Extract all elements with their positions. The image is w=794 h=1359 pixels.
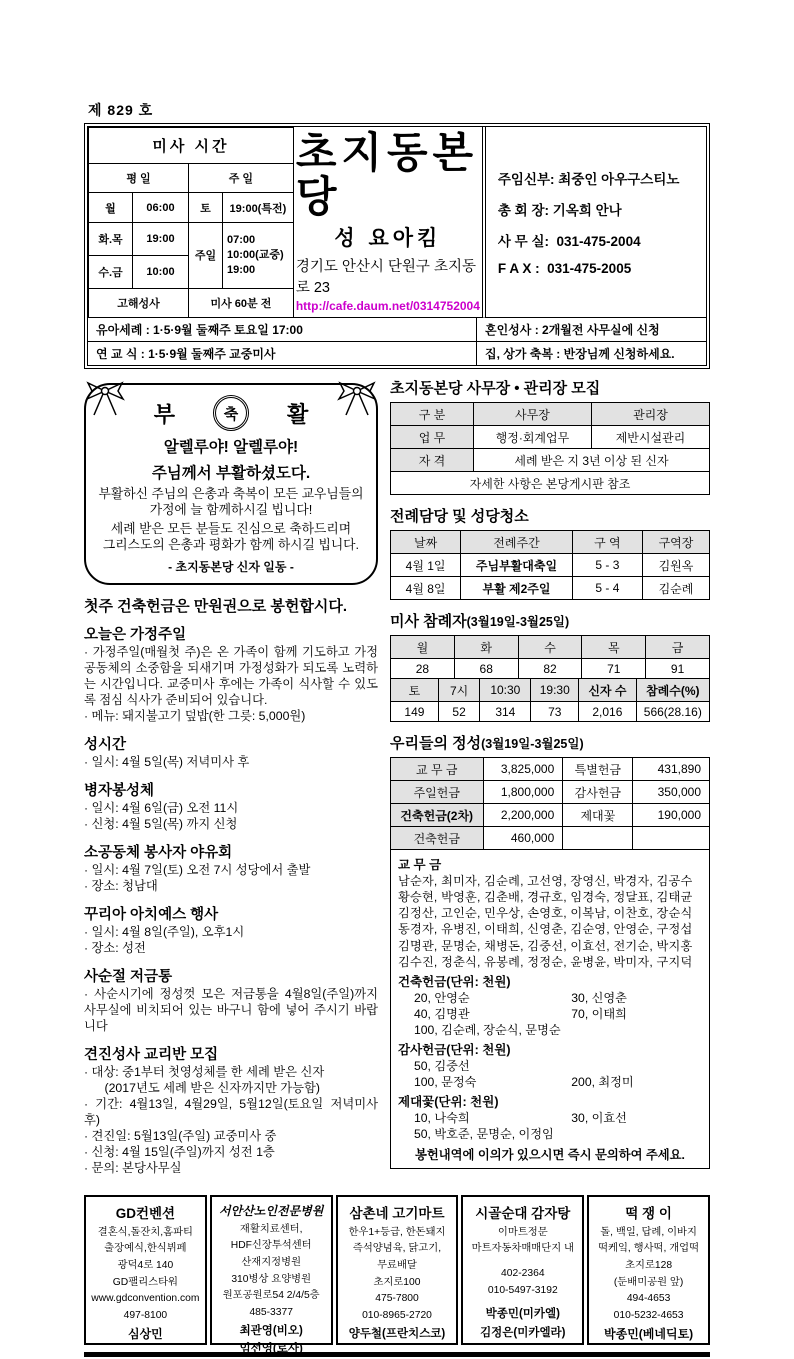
section-title: 소공동체 봉사자 야유회 xyxy=(84,845,233,861)
section-title: 사순절 저금통 xyxy=(84,968,173,985)
offering-label: 교 무 금 xyxy=(391,758,484,781)
ad-phone: 010-5232-4653 xyxy=(613,1310,684,1322)
ad-phone: 497-8100 xyxy=(123,1310,168,1322)
ad-phone: 494-4653 xyxy=(626,1293,671,1305)
section-line: · 가정주일(매월첫 주)은 온 가족이 함께 기도하고 가정공동체의 소중함을 되새기며 가정성화가 되도록 노력하는 시간입니다. 교중미사 후에는 가족이 식사할 수 있도록 점심 식사가 준비되어 있습니다. xyxy=(84,645,378,708)
att-value: 73 xyxy=(531,702,579,722)
liturgy-cell: 5 - 4 xyxy=(572,577,642,600)
offering-label: 건축헌금 xyxy=(391,827,484,850)
section-line: · 사순시기에 정성껏 모은 저금통을 4월8일(주일)까지 사무실에 비치되어 있는 바구니 함에 넣어 주시기 바랍니다 xyxy=(84,986,382,1033)
confession-value: 미사 60분 전 xyxy=(189,288,294,318)
att-header: 참례수(%) xyxy=(636,679,709,702)
attendance-weekend-table xyxy=(390,678,710,722)
building-fund-line xyxy=(398,1022,702,1038)
ad-line: (둔배미공원 앞) xyxy=(613,1276,684,1288)
ad-contact-name: 최관영(비오) xyxy=(239,1324,303,1337)
mass-sun-time-2: 10:00(교중) xyxy=(227,248,284,261)
donation-item: 30, 신영춘 xyxy=(571,990,627,1005)
liturgy-header: 날짜 xyxy=(391,531,461,554)
ad-line: 광덕4로 140 xyxy=(117,1260,174,1272)
ad-title: 떡 쟁 이 xyxy=(625,1205,672,1221)
building-fund-title: 건축헌금(단위: 천원) xyxy=(398,974,511,989)
liturgy-cell: 4월 8일 xyxy=(391,577,461,600)
ad-contact-name: 김정은(미카엘라) xyxy=(480,1327,566,1340)
section-title: 견진성사 교리반 모집 xyxy=(84,1046,219,1063)
offering-label: 건축헌금(2차) xyxy=(391,804,484,827)
mass-times-table xyxy=(88,127,294,318)
section-line: · 일시: 4월 7일(토) 오전 7시 성당에서 출발 xyxy=(84,863,311,877)
table-row xyxy=(391,659,710,679)
offering-label: 특별헌금 xyxy=(563,758,633,781)
congrats-char-left: 부 xyxy=(153,401,175,427)
donation-item: 30, 이효선 xyxy=(571,1111,627,1126)
note-infant-baptism: 유아세례 : 1·5·9월 둘째주 토요일 17:00 xyxy=(96,323,303,338)
ad-line: 결혼식,돌잔치,홈파티 xyxy=(97,1226,194,1238)
mass-col-weekday: 평 일 xyxy=(89,163,189,192)
table-row xyxy=(391,577,710,600)
mass-sun-time-3: 19:00 xyxy=(227,263,256,276)
header-note-row-2 xyxy=(88,341,706,365)
offerings-table xyxy=(390,757,710,850)
congrats-title xyxy=(94,395,368,431)
ad-line: 돌, 백일, 답례, 이바지 xyxy=(600,1226,697,1238)
donor-names-line: 김정산, 고인순, 민우상, 손영호, 이복남, 이찬호, 장순식 xyxy=(398,906,693,921)
att-value: 149 xyxy=(391,702,439,722)
ad-contact-name: 양두철(프란치스코) xyxy=(348,1327,446,1340)
congrats-signature: - 초지동본당 신자 일동 - xyxy=(168,560,294,575)
recruit-cell: 구 분 xyxy=(391,403,474,426)
thanks-fund-line xyxy=(398,1058,702,1074)
section-title: 꾸리아 아치예스 행사 xyxy=(84,906,219,923)
building-fund-notice: 첫주 건축헌금은 만원권으로 봉헌합시다. xyxy=(84,598,348,616)
section-holy-hour xyxy=(84,733,378,771)
section-curia-acies xyxy=(84,903,378,957)
offering-amount: 2,200,000 xyxy=(483,804,563,827)
offerings-title xyxy=(390,732,710,753)
offerings-block xyxy=(390,732,710,1169)
congrats-line-1: 알렐루야! 알렐루야! xyxy=(163,439,299,457)
recruit-title: 초지동본당 사무장 • 관리장 모집 xyxy=(390,380,601,398)
ad-line: 산재지정병원 xyxy=(241,1257,302,1269)
liturgy-title: 전례담당 및 성당청소 xyxy=(390,508,529,526)
confession-label: 고해성사 xyxy=(89,288,189,318)
table-row xyxy=(391,781,710,804)
offering-amount: 190,000 xyxy=(633,804,710,827)
ad-line: 한우1+등급, 한돈돼지 xyxy=(348,1226,446,1238)
ad-line: 출장예식,한식뷔페 xyxy=(104,1243,187,1255)
header-note-row-1 xyxy=(88,318,706,341)
ad-website: www.gdconvention.com xyxy=(91,1293,200,1305)
offering-label: 제대꽃 xyxy=(563,804,633,827)
ad-gd-convention xyxy=(84,1195,207,1345)
donor-names-line: 김명관, 문명순, 채병돈, 김중선, 이효선, 전기순, 박지홍 xyxy=(398,938,693,953)
ad-title: 삼촌네 고기마트 xyxy=(349,1205,445,1221)
right-column xyxy=(390,377,710,1185)
thanks-fund-title: 감사헌금(단위: 천원) xyxy=(398,1043,511,1058)
table-row xyxy=(391,804,710,827)
ad-meat-mart xyxy=(336,1195,459,1345)
recruit-cell: 사무장 xyxy=(473,403,591,426)
donor-names-line: 동경자, 유병진, 이태희, 신영춘, 김순영, 안영순, 구정섭 xyxy=(398,922,693,937)
recruit-cell: 업 무 xyxy=(391,426,474,449)
building-fund-line xyxy=(398,1006,702,1022)
section-communion-sick xyxy=(84,779,378,833)
ad-line: 원포공원로54 2/4/5층 xyxy=(222,1290,320,1302)
ad-title: 시골순대 감자탕 xyxy=(475,1205,571,1221)
ad-phone: 402-2364 xyxy=(501,1268,545,1280)
att-value: 566(28.16) xyxy=(636,702,709,722)
parish-name: 초지동본당 xyxy=(295,129,479,221)
ad-line: 마트자동차매매단지 내 xyxy=(471,1243,574,1255)
offerings-details-box xyxy=(390,849,710,1169)
easter-congrats-box xyxy=(84,383,378,585)
attendance-block xyxy=(390,610,710,722)
note-blessing: 집, 상가 축복 : 반장님께 신청하세요. xyxy=(476,342,706,365)
recruit-note: 자세한 사항은 본당게시판 참조 xyxy=(391,472,710,495)
altar-flower-line xyxy=(398,1110,702,1126)
contact-office-phone: 사 무 실: 031-475-2004 xyxy=(497,234,641,250)
mass-wed-fri-label: 수.금 xyxy=(89,255,133,288)
mass-col-sunday: 주 일 xyxy=(189,163,294,192)
altar-flower-line xyxy=(398,1126,702,1142)
issue-number: 제 829 호 xyxy=(88,102,154,118)
left-column xyxy=(84,377,382,1185)
ads-row xyxy=(84,1195,710,1356)
ad-phone: 475-7800 xyxy=(375,1293,419,1305)
mass-sun-time-1: 07:00 xyxy=(227,233,256,246)
note-marriage: 혼인성사 : 2개월전 사무실에 신청 xyxy=(476,318,706,341)
att-header: 수 xyxy=(518,636,582,659)
ad-line: 즉석양념육, 닭고기, xyxy=(352,1243,442,1255)
section-title: 성시간 xyxy=(84,737,127,754)
att-header: 19:30 xyxy=(531,679,579,702)
att-header: 화 xyxy=(454,636,518,659)
att-header: 신자 수 xyxy=(579,679,636,702)
congrats-char-right: 활 xyxy=(287,401,309,427)
contact-president: 총 회 장: 기옥희 안나 xyxy=(497,203,622,219)
section-line: · 일시: 4월 5일(목) 저녁미사 후 xyxy=(84,755,250,770)
thanks-fund-line xyxy=(398,1074,702,1090)
att-value: 91 xyxy=(646,659,710,679)
offering-label: 감사헌금 xyxy=(563,781,633,804)
liturgy-cell: 김원옥 xyxy=(642,554,709,577)
congrats-para-4: 그리스도의 은총과 평화가 함께 하시길 빕니다. xyxy=(102,537,360,553)
donor-names-line: 황승현, 박영훈, 김춘배, 경규호, 임경숙, 정달표, 김태균 xyxy=(398,890,693,905)
mass-sun-label: 주일 xyxy=(189,222,223,288)
liturgy-header: 구 역 xyxy=(572,531,642,554)
table-row xyxy=(391,702,710,722)
parish-title-block xyxy=(294,127,482,318)
section-line: · 대상: 중1부터 첫영성체를 한 세례 받은 신자 xyxy=(84,1064,325,1079)
recruit-cell: 관리장 xyxy=(591,403,709,426)
att-header: 10:30 xyxy=(480,679,531,702)
donation-item: 50, 김중선 xyxy=(414,1059,470,1074)
altar-flower-title: 제대꽃(단위: 천원) xyxy=(398,1095,499,1110)
ad-title: 서안산노인전문병원 xyxy=(219,1203,324,1218)
att-value: 314 xyxy=(480,702,531,722)
section-line: · 신청: 4월 5일(목) 까지 신청 xyxy=(84,817,238,832)
ad-gamjatang xyxy=(461,1195,584,1345)
section-title: 병자봉성체 xyxy=(84,783,155,800)
offerings-title-text: 우리들의 정성 xyxy=(390,735,482,753)
header-box xyxy=(84,123,710,369)
offerings-subtitle: (3월19일-3월25일) xyxy=(481,737,584,752)
table-row xyxy=(391,758,710,781)
ad-contact-name: 박종민(베네딕토) xyxy=(604,1326,694,1341)
offering-label xyxy=(563,827,633,850)
section-line: · 일시: 4월 6일(금) 오전 11시 xyxy=(84,801,239,816)
mass-sun-times xyxy=(223,222,294,288)
gyomugeum-title: 교 무 금 xyxy=(398,858,442,873)
offering-amount: 1,800,000 xyxy=(483,781,563,804)
building-fund-line xyxy=(398,990,702,1006)
ad-phone: 010-8965-2720 xyxy=(362,1310,432,1322)
section-line: · 일시: 4월 8일(주일), 오후1시 xyxy=(84,924,245,939)
section-title: 오늘은 가정주일 xyxy=(84,627,187,644)
liturgy-header: 구역장 xyxy=(642,531,709,554)
ad-title: GD컨벤션 xyxy=(115,1205,176,1221)
section-line: · 장소: 성전 xyxy=(84,940,146,955)
att-value: 71 xyxy=(582,659,646,679)
congrats-para-1: 부활하신 주님의 은총과 축복이 모든 교우님들의 xyxy=(98,486,364,502)
header-top xyxy=(88,127,706,318)
table-row xyxy=(391,827,710,850)
ad-line: 떡케잌, 행사떡, 개업떡 xyxy=(598,1243,700,1255)
donation-item: 20, 안영순 xyxy=(414,990,470,1005)
table-row xyxy=(391,554,710,577)
ad-hospital xyxy=(210,1195,333,1356)
ad-line: 초지로100 xyxy=(373,1276,421,1288)
offering-amount: 350,000 xyxy=(633,781,710,804)
section-line: · 견진일: 5월13일(주일) 교중미사 중 xyxy=(84,1128,277,1143)
ad-line: 초지로128 xyxy=(625,1260,673,1272)
offering-amount: 3,825,000 xyxy=(483,758,563,781)
donation-inquiry-notice: 봉헌내역에 이의가 있으시면 즉시 문의하여 주세요. xyxy=(415,1148,685,1163)
mass-mon-label: 월 xyxy=(89,193,133,222)
congrats-para-2: 가정에 늘 함께하시길 빕니다! xyxy=(149,502,313,518)
bottom-divider-rule xyxy=(84,1352,710,1357)
section-confirmation-class xyxy=(84,1043,382,1177)
liturgy-cell: 김순례 xyxy=(642,577,709,600)
mass-tue-thu-time: 19:00 xyxy=(133,222,189,255)
donor-names-line: 남순자, 최미자, 김순례, 고선영, 장영신, 박경자, 김공수 xyxy=(398,874,693,889)
mass-times-wrap xyxy=(88,127,294,318)
attendance-title xyxy=(390,610,710,631)
donation-item: 70, 이태희 xyxy=(571,1006,627,1021)
section-line: · 문의: 본당사무실 xyxy=(84,1160,182,1175)
cafe-url-link[interactable]: http://cafe.daum.net/0314752004 xyxy=(295,299,480,314)
ad-line: 310병상 요양병원 xyxy=(231,1273,312,1285)
donation-item: 100, 문정숙 xyxy=(414,1075,477,1090)
ad-line: GD팰리스타워 xyxy=(112,1276,178,1288)
att-header: 토 xyxy=(391,679,439,702)
contact-pastor: 주임신부: 최중인 아우구스티노 xyxy=(497,172,680,188)
section-community-picnic xyxy=(84,841,378,895)
donation-item: 40, 김명관 xyxy=(414,1006,470,1021)
section-line: · 기간: 4월13일, 4월29일, 5월12일(토요일 저녁미사 후) xyxy=(84,1096,382,1127)
donation-item: 200, 최정미 xyxy=(571,1075,634,1090)
mass-table-title: 미사 시간 xyxy=(89,128,294,164)
parish-address: 경기도 안산시 단원구 초지동로 23 xyxy=(295,259,476,297)
liturgy-cell: 5 - 3 xyxy=(572,554,642,577)
ad-line: HDF신장투석센터 xyxy=(230,1240,312,1252)
donation-item: 50, 박호준, 문명순, 이정임 xyxy=(414,1127,554,1142)
attendance-title-text: 미사 참례자 xyxy=(390,613,467,631)
att-value: 2,016 xyxy=(579,702,636,722)
offering-label: 주일헌금 xyxy=(391,781,484,804)
laurel-wreath-icon: 축 xyxy=(213,395,249,431)
recruit-table xyxy=(390,402,710,495)
mass-sat-time: 19:00(특전) xyxy=(223,193,294,222)
att-value: 28 xyxy=(391,659,455,679)
section-lent-moneybox xyxy=(84,965,382,1035)
ad-contact-name: 심상민 xyxy=(128,1326,163,1341)
offering-amount: 431,890 xyxy=(633,758,710,781)
offering-amount: 460,000 xyxy=(483,827,563,850)
donation-item: 100, 김순례, 장순식, 문명순 xyxy=(414,1022,561,1037)
section-family-sunday xyxy=(84,623,378,725)
ad-phone: 010-5497-3192 xyxy=(487,1284,558,1296)
mass-wed-fri-time: 10:00 xyxy=(133,255,189,288)
recruit-cell: 세례 받은 지 3년 이상 된 신자 xyxy=(473,449,709,472)
patron-saint: 성 요아킴 xyxy=(334,227,442,251)
ad-rice-cake xyxy=(587,1195,710,1345)
att-header: 7시 xyxy=(438,679,479,702)
attendance-subtitle: (3월19일-3월25일) xyxy=(466,615,570,630)
section-line: (2017년도 세례 받은 신자까지만 가능함) xyxy=(84,1080,321,1095)
mass-mon-time: 06:00 xyxy=(133,193,189,222)
liturgy-cell: 4월 1일 xyxy=(391,554,461,577)
ad-line: 무료배달 xyxy=(377,1260,417,1272)
att-header: 금 xyxy=(646,636,710,659)
liturgy-header: 전례주간 xyxy=(461,531,573,554)
att-value: 52 xyxy=(438,702,479,722)
ribbon-icon xyxy=(334,379,380,419)
att-value: 68 xyxy=(454,659,518,679)
ad-contact-name: 임선영(로사) xyxy=(239,1343,303,1356)
attendance-weekday-table xyxy=(390,635,710,679)
ad-phone: 485-3377 xyxy=(249,1307,293,1319)
mass-tue-thu-label: 화.목 xyxy=(89,222,133,255)
liturgy-cell: 주님부활대축일 xyxy=(461,554,573,577)
recruit-cell: 제반시설관리 xyxy=(591,426,709,449)
section-line: · 메뉴: 돼지불고기 덮밥(한 그릇: 5,000원) xyxy=(84,709,306,724)
congrats-line-2: 주님께서 부활하셨도다. xyxy=(151,465,311,483)
offering-amount xyxy=(633,827,710,850)
recruit-block xyxy=(390,377,710,495)
mass-sat-label: 토 xyxy=(189,193,223,222)
donor-names-line: 김수진, 정춘식, 유봉례, 정정순, 윤병윤, 박미자, 구지덕 xyxy=(398,954,693,969)
recruit-cell: 행정·회계업무 xyxy=(473,426,591,449)
congrats-para-3: 세례 받은 모든 분들도 진심으로 축하드리며 xyxy=(110,521,352,537)
att-value: 82 xyxy=(518,659,582,679)
ad-line: 이마트정문 xyxy=(497,1226,548,1238)
ad-line: 재활치료센터, xyxy=(239,1223,303,1235)
contact-fax: F A X : 031-475-2005 xyxy=(497,261,632,277)
contact-box xyxy=(482,127,706,318)
liturgy-cell: 부활 제2주일 xyxy=(461,577,573,600)
att-header: 월 xyxy=(391,636,455,659)
section-line: · 장소: 청남대 xyxy=(84,878,158,893)
ad-contact-name: 박종민(미카엘) xyxy=(485,1308,560,1321)
donation-item: 10, 나숙희 xyxy=(414,1111,470,1126)
att-header: 목 xyxy=(582,636,646,659)
main-columns xyxy=(84,377,710,1185)
note-requiem: 연 교 식 : 1·5·9월 둘째주 교중미사 xyxy=(96,347,276,362)
section-line: · 신청: 4월 15일(주일)까지 성전 1층 xyxy=(84,1144,275,1159)
liturgy-block xyxy=(390,505,710,600)
liturgy-table xyxy=(390,530,710,600)
ribbon-icon xyxy=(82,379,128,419)
recruit-cell: 자 격 xyxy=(391,449,474,472)
